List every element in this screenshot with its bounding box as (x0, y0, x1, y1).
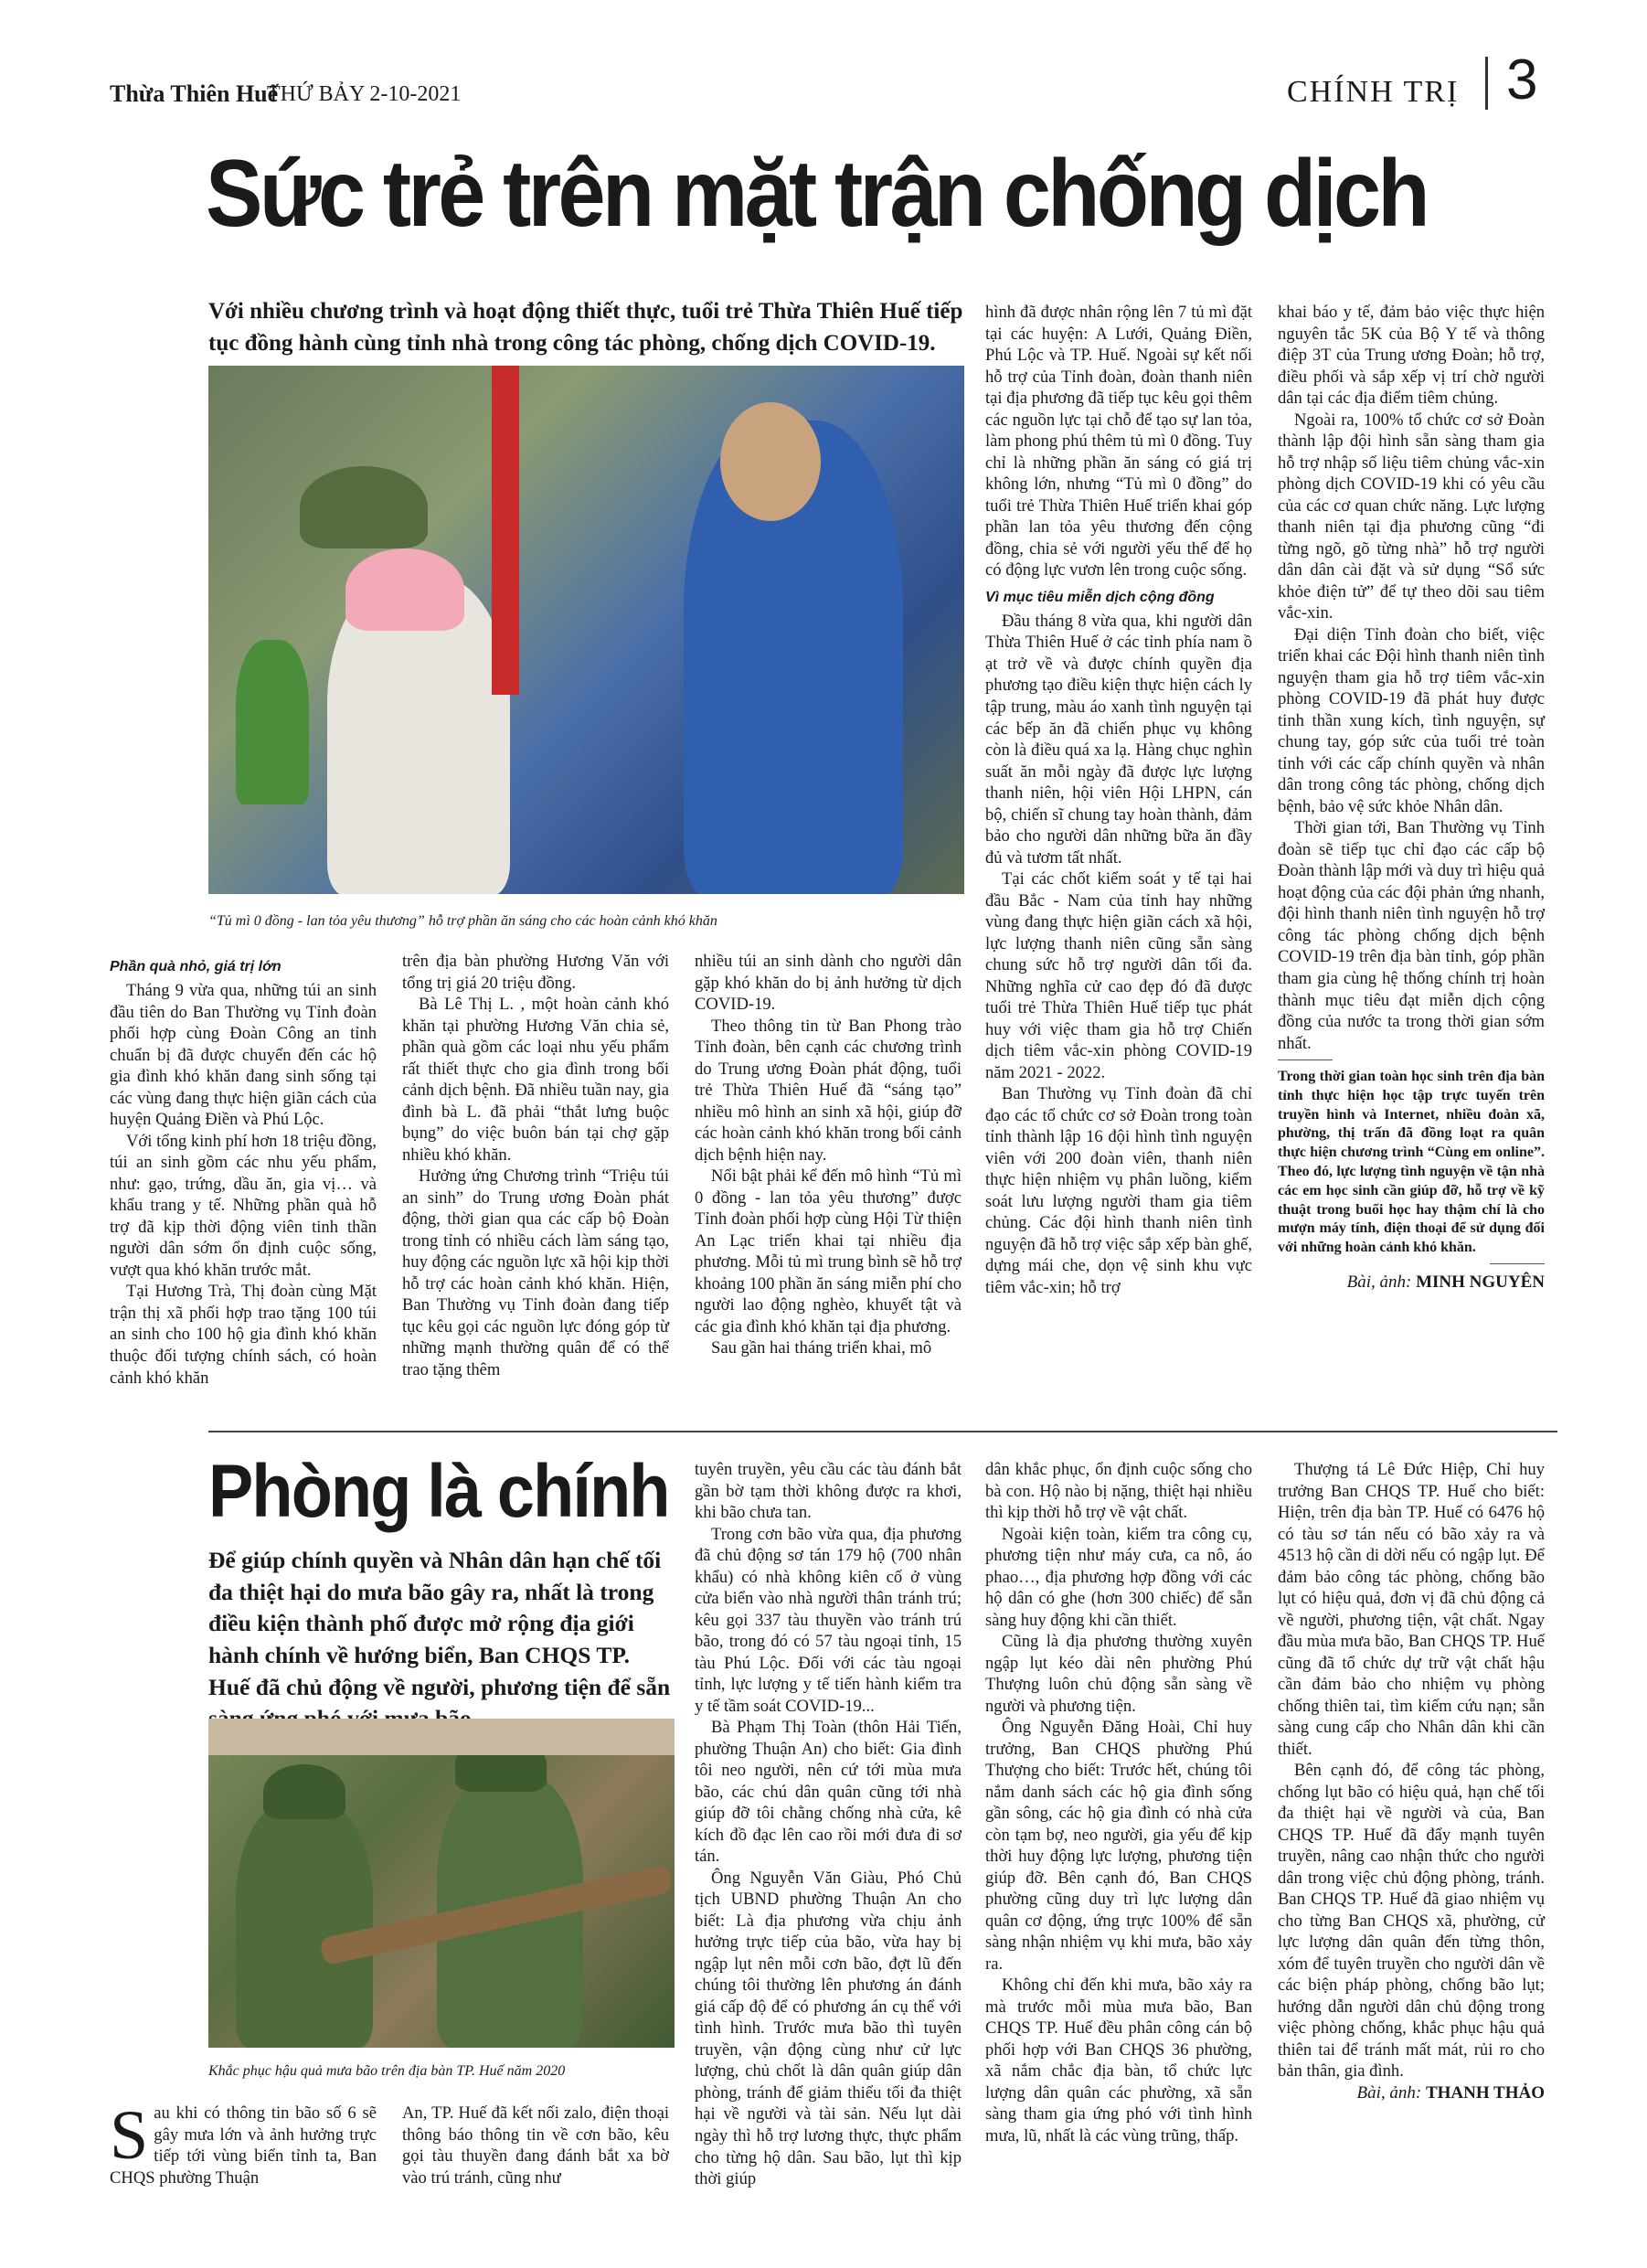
paragraph: dân khắc phục, ổn định cuộc sống cho bà con. Hộ nào bị nặng, thiệt hại nhiều thì kịp thời hỗ trợ về vật chất. (985, 1460, 1252, 1523)
article2-column-4 (985, 1459, 1252, 2147)
paragraph: Thời gian tới, Ban Thường vụ Tỉnh đoàn sẽ tiếp tục chỉ đạo các cấp bộ Đoàn thành lập mới và duy trì hiệu quả hoạt động của các đội phản ứng nhanh, đội hình thanh niên tình nguyện hỗ trợ công tác phòng chống dịch bệnh COVID-19 trên địa bàn tỉnh, góp phần tham gia cùng hệ thống chính trị hoàn thành mục tiêu đạt miễn dịch cộng đồng của nước ta trong thời gian sớm nhất. (1278, 818, 1545, 1053)
article1-byline (1278, 1272, 1545, 1294)
section-divider-rule (1485, 57, 1488, 110)
article1-photo (208, 366, 964, 894)
paragraph: Ông Nguyễn Đăng Hoài, Chỉ huy trưởng, Ban CHQS phường Phú Thượng cho biết: Trước hết, chúng tôi nắm danh sách các hộ gia đình sống gần sông, các hộ gia đình có nhà cửa còn tạm bợ, neo người, gia yếu để kịp thời huy động lực lượng, phương tiện giúp đỡ. Bên cạnh đó, Ban CHQS phường cũng duy trì lực lượng dân quân cơ động, ứng trực 100% để sẵn sàng nhận nhiệm vụ khi mưa, bão xảy ra. (985, 1718, 1252, 1974)
paragraph: Thượng tá Lê Đức Hiệp, Chỉ huy trưởng Ban CHQS TP. Huế cho biết: Hiện, trên địa bàn TP. Huế có 6476 hộ có tàu sơ tán nếu có bão xảy ra và 4513 hộ cần di dời nếu có ngập lụt. Để đảm bảo công tác phòng, chống bão lụt có hiệu quả, đơn vị đã chủ động cả về người, phương tiện, vật chất. Ngay đầu mùa mưa bão, Ban CHQS TP. Huế cũng đã tổ chức dự trữ vật chất hậu cần đảm bảo cho nhiệm vụ phòng chống thiên tai, tìm kiếm cứu nạn; sẵn sàng cung cấp cho Nhân dân khi cần thiết. (1278, 1460, 1545, 1759)
article1-column-1 (110, 951, 377, 1389)
paragraph: Trong cơn bão vừa qua, địa phương đã chủ động sơ tán 179 hộ (700 nhân khẩu) có nhà không kiên cố ở vùng cửa biển vào nhà người thân tránh trú; kêu gọi 337 tàu thuyền vào tránh trú bão, trong đó có 57 tàu ngoại tỉnh, 15 tàu Phú Lộc. Đối với các tàu ngoại tỉnh, lực lượng y tế tiến hành kiểm tra y tế tầm soát COVID-19... (695, 1524, 962, 1716)
masthead-paper-name: Thừa Thiên Huế (110, 80, 279, 107)
paragraph: Ngoài kiện toàn, kiểm tra công cụ, phương tiện như máy cưa, ca nô, áo phao…, địa phương hợp đồng với các hộ dân có ghe (hơn 300 chiếc) để sẵn sàng huy động khi cần thiết. (985, 1524, 1252, 1630)
article1-subhead-2: Vì mục tiêu miễn dịch cộng đồng (985, 589, 1215, 605)
article1-photo-caption: “Tủ mì 0 đồng - lan tỏa yêu thương” hỗ trợ phần ăn sáng cho các hoàn cảnh khó khăn (208, 913, 717, 929)
paragraph: nhiều túi an sinh dành cho người dân gặp khó khăn do bị ảnh hưởng từ dịch COVID-19. (695, 952, 962, 1015)
article2-column-3 (695, 1459, 962, 2190)
article2-column-2 (402, 2103, 669, 2188)
article2-byline (1278, 2082, 1545, 2104)
article-divider (208, 1431, 1557, 1432)
paragraph: Nổi bật phải kể đến mô hình “Tủ mì 0 đồng - lan tỏa yêu thương” được Tỉnh đoàn phối hợp cùng Hội Từ thiện An Lạc triển khai tại nhiều địa phương. Mỗi tủ mì trung bình sẽ hỗ trợ khoảng 100 phần ăn sáng miễn phí cho người lao động nghèo, khuyết tật và các gia đình khó khăn tại địa phương. (695, 1166, 962, 1336)
paragraph: Bên cạnh đó, để công tác phòng, chống lụt bão có hiệu quả, hạn chế tối đa thiệt hại về người và của, Ban CHQS TP. Huế đã đẩy mạnh tuyên truyền, nâng cao nhận thức cho người dân trong việc chủ động phòng, tránh. Ban CHQS TP. Huế đã giao nhiệm vụ cho từng Ban CHQS xã, phường, cử lực lượng dân quân đến từng thôn, xóm để tuyên truyền cho người dân về các biện pháp phòng, chống bão lụt; hướng dẫn người dân chủ động trong việc phòng chống, khắc phục hậu quả thiên tai để tránh mất mát, rủi ro cho bản thân, gia đình. (1278, 1761, 1545, 2082)
article1-subhead-1: Phần quà nhỏ, giá trị lớn (110, 959, 282, 974)
paragraph: Bà Lê Thị L. , một hoàn cảnh khó khăn tại phường Hương Văn chia sẻ, phần quà gồm các loại nhu yếu phẩm rất thiết thực cho gia đình trong bối cảnh dịch bệnh. Đã nhiều tuần nay, gia đình bà L. đã phải “thắt lưng buộc bụng” do việc buôn bán tại chợ gặp nhiều khó khăn. (402, 995, 669, 1165)
page-number: 3 (1506, 48, 1538, 112)
paragraph: Tại Hương Trà, Thị đoàn cùng Mặt trận thị xã phối hợp trao tặng 100 túi an sinh cho 100 hộ gia đình khó khăn thuộc đối tượng chính sách, có hoàn cảnh khó khăn (110, 1282, 377, 1388)
article1-column-5 (1278, 302, 1545, 1294)
paragraph: Cũng là địa phương thường xuyên ngập lụt kéo dài nên phường Phú Thượng luôn chủ động sẵn sàng về người và phương tiện. (985, 1632, 1252, 1716)
paragraph: trên địa bàn phường Hương Văn với tổng trị giá 20 triệu đồng. (402, 952, 669, 993)
article1-lede: Với nhiều chương trình và hoạt động thiết thực, tuổi trẻ Thừa Thiên Huế tiếp tục đồng hành cùng tỉnh nhà trong công tác phòng, chống dịch COVID-19. (208, 299, 963, 356)
article1-column-4 (985, 302, 1252, 1298)
paragraph: au khi có thông tin bão số 6 sẽ gây mưa lớn và ảnh hưởng trực tiếp tới vùng biển tỉnh ta, Ban CHQS phường Thuận (110, 2103, 377, 2188)
paragraph: Ngoài ra, 100% tổ chức cơ sở Đoàn thành lập đội hình sẵn sàng tham gia hỗ trợ nhập số liệu tiêm chủng vắc-xin phòng dịch COVID-19 khi có yêu cầu của các cơ quan chức năng. Lực lượng thanh niên tại địa phương cũng “đi từng ngõ, gõ từng nhà” hỗ trợ người dân dân cài đặt và sử dụng “Sổ sức khỏe điện tử” để tự theo dõi sau tiêm vắc-xin. (1278, 410, 1545, 623)
paragraph: Đầu tháng 8 vừa qua, khi người dân Thừa Thiên Huế ở các tỉnh phía nam ồ ạt trở về và được chính quyền địa phương tạo điều kiện thực hiện cách ly tập trung, màu áo xanh tình nguyện tại các bếp ăn đã chiến phục vụ không còn là điều quá xa lạ. Hàng chục nghìn suất ăn mỗi ngày đã được lực lượng thanh niên, hội viên Hội LHPN, cán bộ, chiến sĩ chung tay hoàn thành, đảm bảo cho người dân những bữa ăn đầy đủ và tươm tất nhất. (985, 611, 1252, 868)
paragraph: Tháng 9 vừa qua, những túi an sinh đầu tiên do Ban Thường vụ Tỉnh đoàn phối hợp cùng Đoàn Công an tỉnh chuẩn bị đã được chuyển đến các hộ gia đình khó khăn đang sinh sống tại các vùng đang thực hiện giãn cách của huyện Quảng Điền và Phú Lộc. (110, 981, 377, 1130)
paragraph: Ông Nguyễn Văn Giàu, Phó Chủ tịch UBND phường Thuận An cho biết: Là địa phương vừa chịu ảnh hưởng trực tiếp của bão, vừa hay bị ngập lụt nên mỗi cơn bão, đợt lũ đến chúng tôi thường lên phương án đánh giá cấp độ để có phương án cụ thể với tình hình. Trước mưa bão thì tuyên truyền, vận động cùng như cử lực lượng, chủ chốt là dân quân giúp dân phòng, tránh để giảm thiểu tối đa thiệt hại về người và tài sản. Nếu lụt dài ngày thì hỗ trợ lương thực, thực phẩm cho từng hộ dân. Sau bão, lụt thì kịp thời giúp (695, 1868, 962, 2189)
article1-column-3 (695, 951, 962, 1359)
paragraph: hình đã được nhân rộng lên 7 tủ mì đặt tại các huyện: A Lưới, Quảng Điền, Phú Lộc và TP. Huế. Ngoài sự kết nối hỗ trợ của Tỉnh đoàn, đoàn thanh niên tại địa phương đã tiếp tục kêu gọi thêm các nguồn lực tại chỗ để tạo sự lan tỏa, làm phong phú thêm tủ mì 0 đồng. Tuy chỉ là những phần ăn sáng có giá trị không lớn, nhưng “Tủ mì 0 đồng” do tuổi trẻ Thừa Thiên Huế triển khai góp phần lan tỏa yêu thương đến cộng đồng, chia sẻ với người yếu thế để họ có động lực vươn lên trong cuộc sống. (985, 303, 1252, 580)
article1-column-2 (402, 951, 669, 1380)
paragraph: Với tổng kinh phí hơn 18 triệu đồng, túi an sinh gồm các nhu yếu phẩm, như: gạo, trứng, dầu ăn, gia vị… và khẩu trang y tế. Những phần quà hỗ trợ đã kịp thời động viên tinh thần người dân sớm ổn định cuộc sống, vượt qua khó khăn trước mắt. (110, 1131, 377, 1280)
article2-column-5 (1278, 1459, 1545, 2104)
article2-photo (208, 1719, 675, 2048)
paragraph: Sau gần hai tháng triển khai, mô (711, 1338, 932, 1358)
paragraph: tuyên truyền, yêu cầu các tàu đánh bắt gần bờ tạm thời không được ra khơi, khi bão chưa tan. (695, 1460, 962, 1523)
paragraph: khai báo y tế, đảm bảo việc thực hiện nguyên tắc 5K của Bộ Y tế và thông điệp 3T của Trung ương Đoàn; hỗ trợ, điều phối và sắp xếp vị trí chờ người dân tại các địa điểm tiêm chủng. (1278, 303, 1545, 409)
paragraph: Hưởng ứng Chương trình “Triệu túi an sinh” do Trung ương Đoàn phát động, thời gian qua các cấp bộ Đoàn trong tỉnh có nhiều cách làm sáng tạo, huy động các nguồn lực xã hội kịp thời hỗ trợ các hoàn cảnh khó khăn. Hiện, Ban Thường vụ Tỉnh đoàn đang tiếp tục kêu gọi các nguồn lực đóng góp từ những mạnh thường quân để có thể trao tặng thêm (402, 1166, 669, 1379)
byline-author: THANH THẢO (1425, 2082, 1545, 2103)
article2-dropcap: S (110, 2097, 149, 2174)
paragraph: Đại diện Tỉnh đoàn cho biết, việc triển khai các Đội hình thanh niên tình nguyện tham gia hỗ trợ tiêm vắc-xin phòng COVID-19 đã phát huy được tinh thần xung kích, tình nguyện, sự chung tay, góp sức của tuổi trẻ toàn tỉnh với các cấp chính quyền và nhân dân trong công tác phòng, chống dịch bệnh, bảo vệ sức khỏe Nhân dân. (1278, 624, 1545, 816)
byline-prefix: Bài, ảnh: (1346, 1272, 1417, 1293)
article2-column-1 (110, 2097, 377, 2188)
paragraph: Ban Thường vụ Tỉnh đoàn đã chỉ đạo các tổ chức cơ sở Đoàn trong toàn tỉnh thành lập 16 đội hình tình nguyện viên với 200 đoàn viên, thanh niên thực hiện nhiệm vụ phân luồng, kiểm soát lưu lượng người tham gia tiêm chủng. Các đội hình thanh niên tình nguyện đã hỗ trợ việc sắp xếp bàn ghế, dựng mái che, dọn vệ sinh khu vực tiêm vắc-xin; hỗ trợ (985, 1084, 1252, 1297)
paragraph: Không chỉ đến khi mưa, bão xảy ra mà trước mỗi mùa mưa bão, Ban CHQS TP. Huế đều phân công cán bộ phối hợp với Ban CHQS 36 phường, xã nắm chắc địa bàn, tổ chức lực lượng dân quân các phường, xã sẵn sàng tham gia ứng phó với tình hình mưa, lũ, nhất là các vùng trũng, thấp. (985, 1975, 1252, 2146)
byline-prefix: Bài, ảnh: (1356, 2082, 1426, 2103)
paragraph: Bà Phạm Thị Toàn (thôn Hải Tiến, phường Thuận An) cho biết: Gia đình tôi neo người, nên cứ tới mùa mưa bão, các chú dân quân cũng tới nhà giúp đỡ tôi chằng chống nhà cửa, kê kích đồ đạc lên cao rồi mới đưa đi sơ tán. (695, 1718, 962, 1867)
paragraph: An, TP. Huế đã kết nối zalo, điện thoại thông báo thông tin về cơn bão, kêu gọi tàu thuyền đang đánh bắt xa bờ vào trú tránh, cũng như (402, 2103, 669, 2188)
article2-photo-caption: Khắc phục hậu quả mưa bão trên địa bàn TP. Huế năm 2020 (208, 2063, 566, 2079)
paragraph: Theo thông tin từ Ban Phong trào Tỉnh đoàn, bên cạnh các chương trình do Trung ương Đoàn phát động, tuổi trẻ Thừa Thiên Huế đã “sáng tạo” nhiều mô hình an sinh xã hội, giúp đỡ các hoàn cảnh khó khăn trong bối cảnh dịch bệnh hiện nay. (695, 1016, 962, 1165)
article2-lede: Để giúp chính quyền và Nhân dân hạn chế tối đa thiệt hại do mưa bão gây ra, nhất là trong điều kiện thành phố được mở rộng địa giới hành chính về hướng biển, Ban CHQS TP. Huế đã chủ động về người, phương tiện để sẵn (208, 1547, 671, 1700)
paragraph: Tại các chốt kiểm soát y tế tại hai đầu Bắc - Nam của tỉnh hay những vùng đang thực hiện giãn cách xã hội, lực lượng thanh niên cũng sẵn sàng chung sức hỗ trợ người dân tối đa. Những nghĩa cử cao đẹp đó đã được tuổi trẻ Thừa Thiên Huế tiếp tục phát huy với việc tham gia hỗ trợ Chiến dịch tiêm vắc-xin phòng COVID-19 năm 2021 - 2022. (985, 869, 1252, 1082)
article1-headline: Sức trẻ trên mặt trận chống dịch (206, 141, 1428, 247)
article2-headline: Phòng là chính (208, 1450, 669, 1533)
byline-rule (1490, 1263, 1545, 1264)
sidebar-rule (1278, 1059, 1333, 1060)
byline-author: MINH NGUYÊN (1416, 1272, 1545, 1293)
section-label: CHÍNH TRỊ (1287, 75, 1460, 109)
article1-sidebar-note: Trong thời gian toàn học sinh trên địa bàn tỉnh thực hiện học tập trực tuyến trên truyền hình và Internet, nhiều đoàn xã, phường, thị trấn đã đồng loạt ra quân thực hiện chương trình “Cùng em online”. Theo đó, lực lượng tình nguyện về tận nhà các em học sinh cần giúp đỡ, hỗ trợ về kỹ thuật trong buổi học hay thậm chí là cho mượn máy tính, điện thoại để sử dụng đối với những hoàn cảnh khó khăn. (1278, 1069, 1545, 1256)
masthead-date: THỨ BẢY 2-10-2021 (267, 82, 462, 106)
